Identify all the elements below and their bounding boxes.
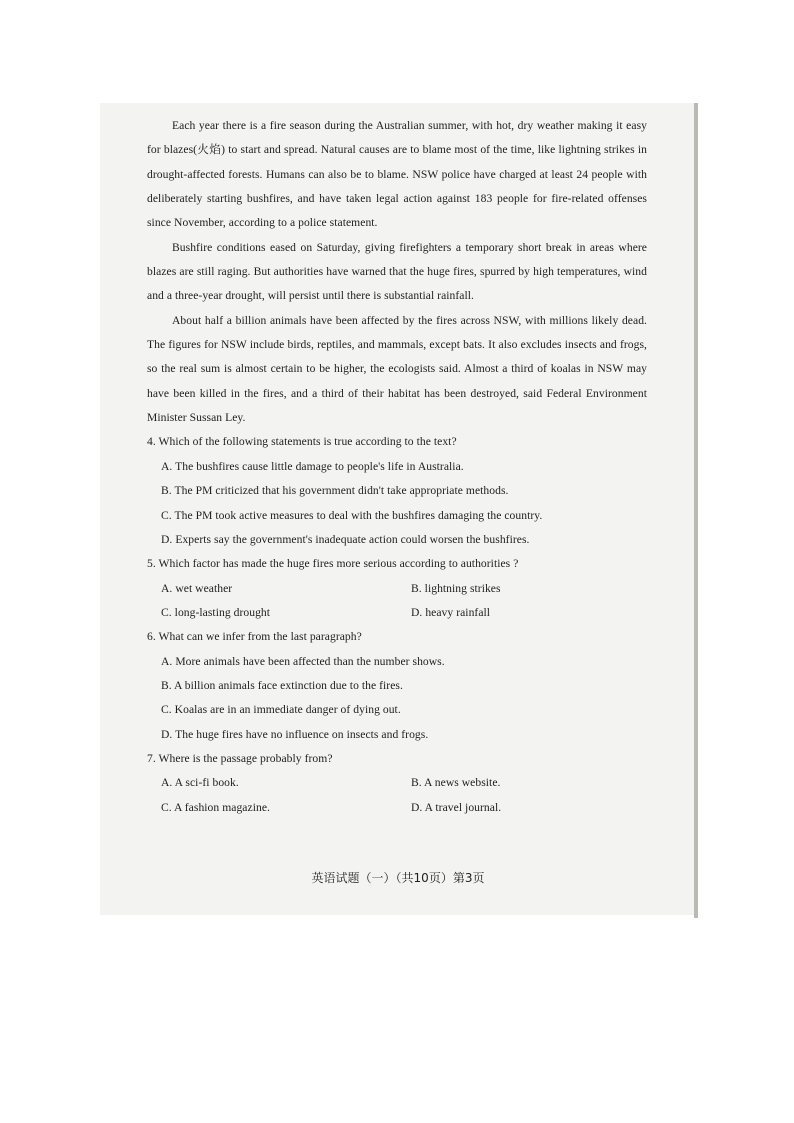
passage-paragraph-2: Bushfire conditions eased on Saturday, giving firefighters a temporary short break in areas where blazes are still raging. But authorities have warned that the huge fires, spurred by high temperatures, wind and a three-year drought, will persist until there is substantial rainfall. [147,240,647,303]
question-stem: 6. What can we infer from the last paragraph? [147,630,362,644]
option-c: C. Koalas are in an immediate danger of dying out. [161,703,401,717]
option-b: B. A news website. [411,776,501,790]
option-c: C. long-lasting drought [161,605,271,619]
question-stem: 4. Which of the following statements is true according to the text? [147,435,457,449]
page-content [147,114,647,820]
option-b: B. lightning strikes [411,581,501,595]
option-a: A. More animals have been affected than the number shows. [161,654,445,668]
question-5 [147,552,647,625]
option-d: D. A travel journal. [411,800,502,814]
paper-edge-shadow [694,103,698,918]
option-a: A. A sci-fi book. [161,776,239,790]
option-c: C. The PM took active measures to deal with the bushfires damaging the country. [161,508,543,522]
option-a: A. wet weather [161,581,233,595]
question-stem: 5. Which factor has made the huge fires more serious according to authorities ? [147,557,519,571]
question-6 [147,625,647,747]
passage-paragraph-3: About half a billion animals have been affected by the fires across NSW, with millions likely dead. The figures for NSW include birds, reptiles, and mammals, except bats. It also excludes insects and frogs, so the real sum is almost certain to be higher, the ecologists said. Almost a third of koalas in NSW may have been killed in the fires, and a third of their habitat has been destroyed, said Federal Environment Minister Sussan Ley. [147,313,647,425]
question-4 [147,430,647,552]
page-footer: 英语试题（一）（共10页）第3页 [311,871,485,885]
option-d: D. Experts say the government's inadequate action could worsen the bushfires. [161,532,530,546]
option-b: B. The PM criticized that his government didn't take appropriate methods. [161,484,509,498]
option-b: B. A billion animals face extinction due to the fires. [161,678,403,692]
option-a: A. The bushfires cause little damage to people's life in Australia. [161,459,464,473]
passage-paragraph-1: Each year there is a fire season during the Australian summer, with hot, dry weather making it easy for blazes(火焰) to start and spread. Natural causes are to blame most of the time, like lightning strikes in drought-affected forests. Humans can also be to blame. NSW police have charged at least 24 people with deliberately starting bushfires, and have taken legal action against 183 people for fire-related offenses since November, according to a police statement. [147,119,647,230]
option-d: D. The huge fires have no influence on insects and frogs. [161,727,429,741]
question-7 [147,747,647,820]
option-d: D. heavy rainfall [411,605,491,619]
option-c: C. A fashion magazine. [161,800,270,814]
question-stem: 7. Where is the passage probably from? [147,751,333,765]
